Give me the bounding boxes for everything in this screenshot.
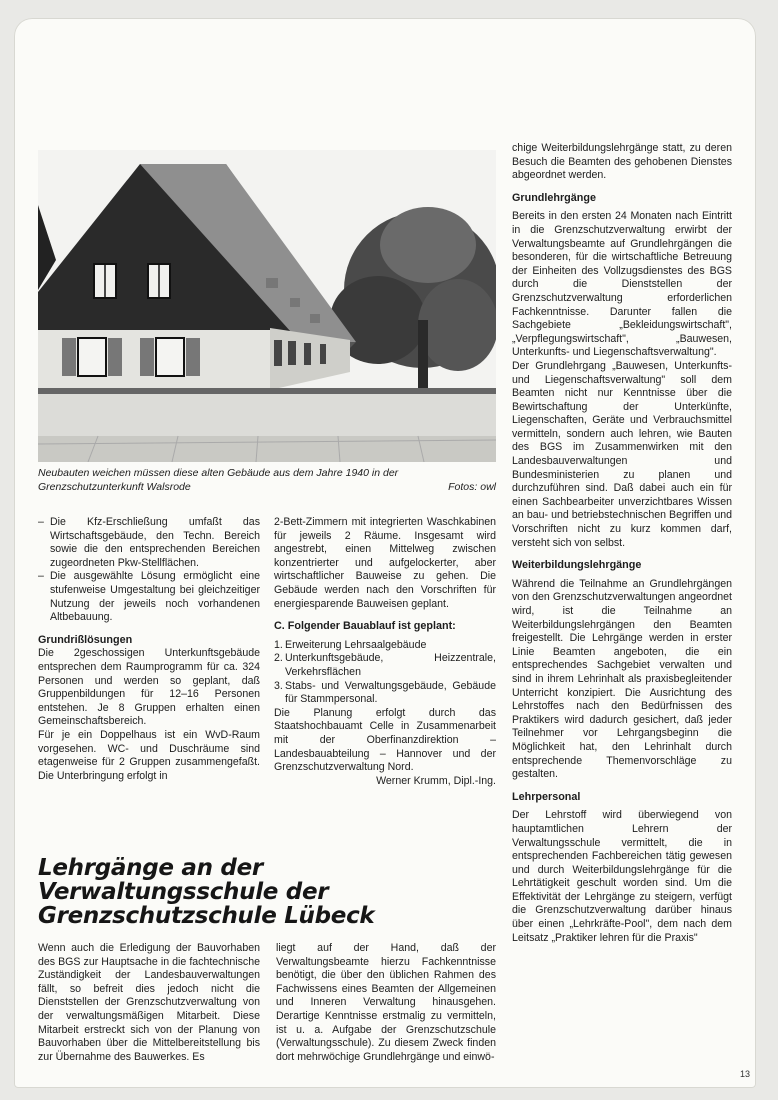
article-column-b [276, 942, 496, 1064]
list-item: 1. Erweiterung Lehrsaalgebäude [274, 638, 427, 651]
section-heading: Grundrißlösungen [38, 633, 133, 646]
paragraph: chige Weiterbildungslehrgänge statt, zu deren Besuch die Beamten des gehobenen Dienstes abgeordnet werden. [512, 142, 732, 182]
photo-caption [38, 466, 496, 494]
article-column-a [38, 942, 260, 1064]
paragraph: Die Planung erfolgt durch das Staatshochbauamt Celle in Zusammenarbeit mit der Oberfinanzdirektion – Landesbauabteilung – Hannover und der Grenzschutzverwaltung Nord. [274, 706, 496, 774]
list-item: – Die ausgewählte Lösung ermöglicht eine stufenweise Umgestaltung bei gleichzeitiger Nutzung der jeweils noch vorhandenen Altbebauung. [38, 570, 260, 624]
paragraph: Der Grundlehrgang „Bauwesen, Unterkunfts- und Liegenschaftsverwaltung" soll dem Beamten nicht nur Kenntnisse über die Bewirtschaftung der Unterkünfte, Liegenschaften, Geräte und Verbrauchsmittel vermitteln, sondern auch lehren, wie Bauten des BGS im Zusammenwirken mit den Landesbauverwaltungen und Bundesministerien zu planen und durchzuführen sind. Daß dabei auch ein für einen Sachbearbeiter unverzichtbares Wissen an bau- und betriebstechnischen Begriffen und Vorschriften nicht zu kurz kommen darf, versteht sich von selbst. [512, 359, 732, 549]
paragraph: liegt auf der Hand, daß der Verwaltungsbeamte hierzu Fachkenntnisse benötigt, die über den üblichen Rahmen des Fachwissens eines Beamten der Allgemeinen und Inneren Verwaltung hinausgehen. Derartige Kenntnisse erstmalig zu vermitteln, ist u. a. Aufgabe der Grenzschutzschule (Verwaltungsschule). Zu diesem Zweck finden dort mehrwöchige Grundlehrgänge und einwö- [276, 942, 496, 1063]
section-heading: Weiterbildungslehrgänge [512, 559, 642, 572]
paragraph: Wenn auch die Erledigung der Bauvorhaben des BGS zur Hauptsache in die fachtechnische Zuständigkeit der Landesbauverwaltungen fällt, so befreit dies jedoch nicht die Dienststellen der Grenzschutzverwaltung von der verwaltungsmäßigen Mitarbeit. Diese Mitarbeit erstreckt sich von der Planung von Bauvorhaben über die Mittelbereitstellung bis zur Übernahme des Bauwerkes. Es [38, 942, 260, 1063]
paragraph: Bereits in den ersten 24 Monaten nach Eintritt in die Grenzschutzverwaltung erwirbt der Verwaltungsbeamte auf Grundlehrgängen die besonderen, für die wirtschaftliche Betreuung der Einheiten des Vollzugsdienstes des BGS durch die Dienststellen der Grenzschutzverwaltung erforderlichen Fachkenntnisse. Darunter fallen die Sachgebiete „Bekleidungswirtschaft", „Verpflegungswirtschaft", „Bauwesen, Unterkunfts- und Liegenschaftsverwaltung". [512, 210, 732, 359]
step-list [274, 639, 496, 707]
column-1 [38, 516, 260, 783]
column-3 [512, 142, 732, 945]
paragraph: Der Lehrstoff wird überwiegend von hauptamtlichen Lehrern der Verwaltungsschule vermittelt, die in entsprechenden Fachbereichen tätig gewesen und durch Weiterbildungslehrgänge für die Lehrtätigkeit geschult worden sind. Um die Effektivität der Lehrgänge zu steigern, verfügt die Grenzschutzverwaltung darüber hinaus über einen „Lehrkräfte-Pool", dem nach dem Leitsatz „Praktiker lehren für die Praxis" [512, 809, 732, 944]
section-heading: Lehrpersonal [512, 790, 581, 803]
column-2 [274, 516, 496, 788]
caption-text: Neubauten weichen müssen diese alten Gebäude aus dem Jahre 1940 in der Grenzschutzunterkunft Walsrode [38, 467, 399, 493]
page-number: 13 [740, 1069, 751, 1079]
list-item: – Die Kfz-Erschließung umfaßt das Wirtschaftsgebäude, den Techn. Bereich sowie die den entsprechenden Bereichen zugeordneten Pkw-Stellflächen. [38, 516, 260, 570]
section-heading: Grundlehrgänge [512, 191, 596, 204]
article-headline: Lehrgänge an der Verwaltungsschule der Grenzschutzschule Lübeck [38, 855, 375, 929]
list-item: 3. Stabs- und Verwaltungsgebäude, Gebäude für Stammpersonal. [274, 679, 496, 706]
paragraph: Während die Teilnahme an Grundlehrgängen von den Grenzschutzverwaltungen angeordnet wird, ist die Teilnahme an Weiterbildungslehrgängen den Beamten freigestellt. Die Lehrgänge werden in erster Linie Beamten angeboten, die ein entsprechendes Sachgebiet verwalten und sind in ihrem Lehrinhalt als praxisbegleitender Unterricht konzipiert. Die Ausrichtung des Lehrstoffes nach den Bedürfnissen des Praktikers wird dadurch gesichert, daß jeder Teilnehmer vor Lehrgangsbeginn die Möglichkeit hat, den Lehrinhalt durch entsprechende Themenvorschläge zu gestalten. [512, 577, 732, 781]
list-item: 2. Unterkunftsgebäude, Heizzentrale, Verkehrsflächen [274, 652, 496, 678]
paragraph: Die 2geschossigen Unterkunftsgebäude entsprechen dem Raumprogramm für ca. 324 Personen und werden so geplant, daß Gruppenbildungen für 12–16 Personen entstehen. Je 8 Gruppen erhalten einen Gemeinschaftsbereich. [38, 647, 260, 728]
author-signature: Werner Krumm, Dipl.-Ing. [376, 774, 496, 787]
building-photo [38, 150, 496, 462]
section-heading: C. Folgender Bauablauf ist geplant: [274, 620, 456, 633]
paragraph: 2-Bett-Zimmern mit integrierten Waschkabinen für jeweils 2 Räume. Insgesamt wird angestrebt, einen Mittelweg zwischen konzentrierter und aufgelockerter, aber wirtschaftlicher Bauweise zu gehen. Die Gebäude werden nach den Vorschriften für energiesparende Bauweisen geplant. [274, 516, 496, 610]
photo-credit: Fotos: owl [448, 481, 496, 493]
paragraph: Für je ein Doppelhaus ist ein WvD-Raum vorgesehen. WC- und Duschräume sind etagenweise für 2 Gruppen zusammengefaßt. Die Unterbringung erfolgt in [38, 728, 260, 782]
bullet-list [38, 516, 260, 625]
